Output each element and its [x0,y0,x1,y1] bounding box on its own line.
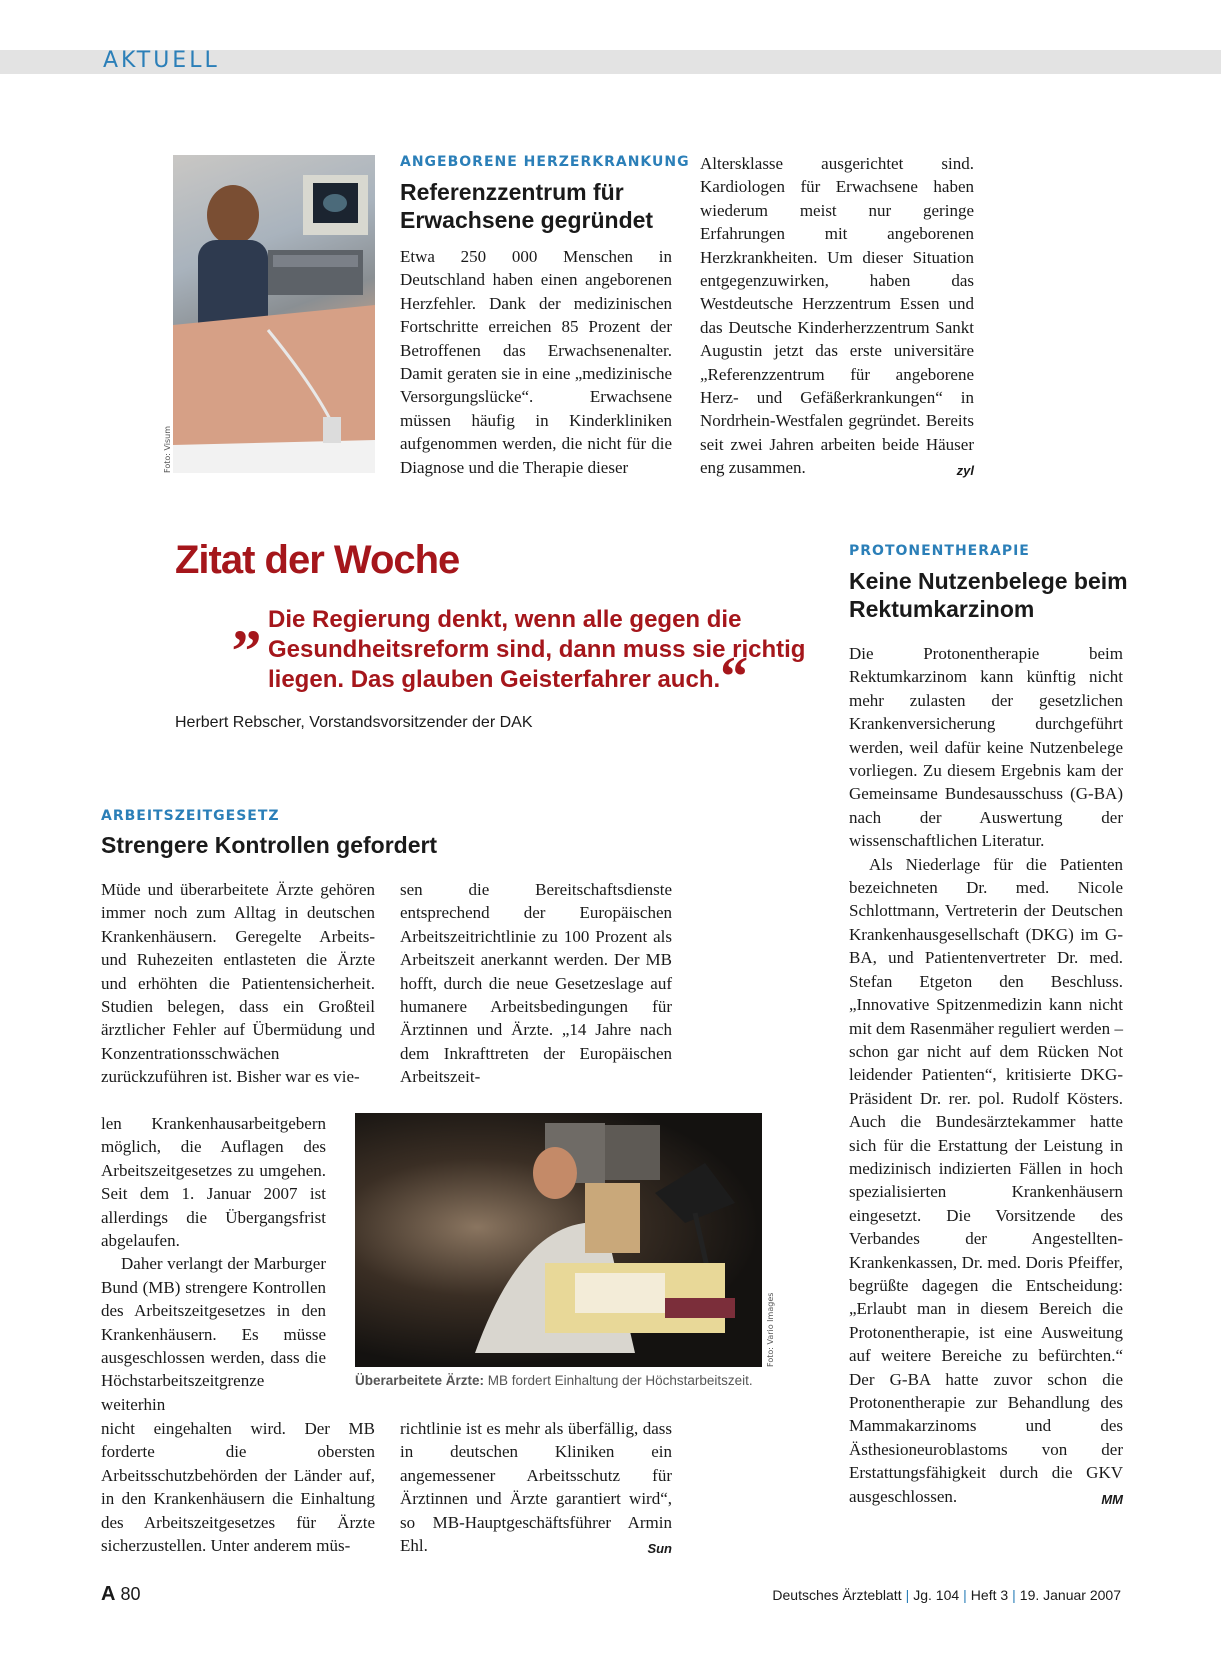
page-prefix: A [101,1583,116,1605]
article-text: Altersklasse ausgerichtet sind. Kardiologen für Erwachsene haben wiederum meist nur geringe Erfahrungen mit angeborenen Herzkrankheiten. Um dieser Situation entgegenzuwirken, haben das Westdeutsche Herzzentrum Essen und das Deutsche Kinderherzzentrum Sankt Augustin jetzt das erste universitäre „Referenzzentrum für angeborene Herz- und Gefäßerkrankungen“ in Nordrhein-Westfalen gegründet. Bereits seit zwei Jahren arbeiten beide Häuser eng zusammen. [700,154,974,478]
page-number-value: 80 [120,1584,141,1604]
journal-name: Deutsches Ärzteblatt [772,1587,902,1603]
journal-info [772,1587,1121,1603]
article-paragraph: Müde und überarbeitete Ärzte gehören immer noch zum Alltag in deutschen Krankenhäusern. Geregelte Arbeits- und Ruhezeiten entlasteten die Ärzte und erhöhten die Patientensicherheit. Studien belegen, dass ein Großteil ärztlicher Fehler auf Übermüdung und Konzentrationsschwächen zurückzuführen ist. Bisher war es vie- [101,880,375,1087]
quote-author: Herbert Rebscher, Vorstandsvorsitzender der DAK [175,714,533,731]
article-paragraph [849,853,1123,1508]
section-label: AKTUELL [103,48,220,73]
article-headline: Keine Nutzenbelege beim Rektumkarzinom [849,568,1128,622]
article-paragraph: len Krankenhausarbeitgebern möglich, die Auflagen des Arbeitszeitgesetzes zu umgehen. Seit dem 1. Januar 2007 ist allerdings die Übergangsfrist abgelaufen. [101,1114,326,1251]
article-column [101,1417,375,1557]
article-paragraph [400,1417,672,1557]
author-signature: zyl [956,463,974,479]
journal-date: 19. Januar 2007 [1019,1587,1121,1603]
author-signature: MM [1101,1491,1123,1507]
article-kicker: PROTONENTHERAPIE [849,543,1030,559]
article-column [849,642,1123,1511]
quote-open-mark: „ [232,587,262,653]
photo-credit: Foto: Vario Images [766,1292,775,1367]
article-paragraph: Die Protonentherapie beim Rektumkarzinom kann künftig nicht mehr zulasten der gesetzlichen Krankenversicherung durchgeführt werden, weil dafür keine Nutzenbelege vorliegen. Zu diesem Ergebnis kam der Gemeinsame Bundesausschuss (G-BA) nach der Auswertung der wissenschaftlichen Literatur. [849,644,1123,851]
article-column [101,878,375,1089]
article-paragraph [700,152,974,480]
article-paragraph: sen die Bereitschaftsdienste entsprechend der Europäischen Arbeitszeitrichtlinie zu 100 Prozent als Arbeitszeit anerkannt werden. Der MB hofft, durch die neue Gesetzeslage auf humanere Arbeitsbedingungen für Ärztinnen und Ärzte. „14 Jahre nach dem Inkrafttreten der Europäischen Arbeitszeit- [400,880,672,1087]
quote-body: Die Regierung denkt, wenn alle gegen die Gesundheitsreform sind, dann muss sie richtig liegen. Das glauben Geisterfahrer auch. [268,606,806,693]
article-kicker: ARBEITSZEITGESETZ [101,808,280,824]
article-kicker: ANGEBORENE HERZERKRANKUNG [400,154,690,170]
author-signature: Sun [647,1541,672,1557]
journal-volume: Jg. 104 [913,1587,960,1603]
quote-close-mark: “ [720,646,749,708]
journal-issue: Heft 3 [970,1587,1009,1603]
caption-text: MB fordert Einhaltung der Höchstarbeitszeit. [484,1373,753,1388]
article-column [400,245,672,479]
page-number [101,1583,141,1606]
photo-caption [355,1373,753,1388]
article-headline: Strengere Kontrollen gefordert [101,832,438,858]
article-text: richtlinie ist es mehr als überfällig, dass in deutschen Kliniken ein angemessener Arbeitsschutz für Ärztinnen und Ärzte garantiert wird“, so MB-Hauptgeschäftsführer Armin Ehl. [400,1419,672,1556]
article-paragraph: nicht eingehalten wird. Der MB forderte die obersten Arbeitsschutzbehörden der Länder auf, in den Krankenhäusern die Einhaltung des Arbeitszeitgesetzes für Ärzte sicherzustellen. Unter anderem müs- [101,1419,375,1556]
caption-lead: Überarbeitete Ärzte: [355,1373,485,1388]
article-paragraph: Etwa 250 000 Menschen in Deutschland haben einen angeborenen Herzfehler. Dank der medizinischen Fortschritte erreichen 85 Prozent der Betroffenen das Erwachsenenalter. Damit geraten sie in eine „medizinische Versorgungslücke“. Erwachsene müssen häufig in Kinderkliniken aufgenommen werden, die nicht für die Diagnose und die Therapie dieser [400,247,672,477]
article-photo-ultrasound [173,155,375,473]
article-paragraph: Daher verlangt der Marburger Bund (MB) strengere Kontrollen des Arbeitszeitgesetzes in den Krankenhäusern. Es müsse ausgeschlossen werden, dass die Höchstarbeitszeitgrenze weiterhin [101,1254,326,1414]
photo-credit: Foto: Visum [163,425,172,473]
separator: | [905,1587,910,1603]
quote-text [268,605,828,708]
article-column [101,1112,326,1416]
article-photo-doctor [355,1113,762,1367]
quote-section-title: Zitat der Woche [175,538,460,582]
ultrasound-scene-icon [173,155,375,473]
article-column [400,878,672,1089]
article-headline: Referenzzentrum für Erwachsene gegründet [400,179,654,233]
separator: | [1012,1587,1016,1603]
doctor-at-desk-icon [355,1113,762,1367]
article-column [400,1417,672,1560]
article-column [700,152,974,483]
separator: | [963,1587,967,1603]
article-text: Als Niederlage für die Patienten bezeichneten Dr. med. Nicole Schlottmann, Vertreterin der Deutschen Krankenhausgesellschaft (DKG) im G-BA, und Patientenvertreter Dr. med. Stefan Etgeton den Beschluss. „Innovative Spitzenmedizin kann nicht mit dem Rasenmäher reguliert werden – schon gar nicht auf dem Rücken Not leidender Patienten“, kritisierte DKG-Präsident Dr. rer. pol. Rudolf Kösters. Auch die Bundesärztekammer hatte sich für die Erstattung der Leistung in medizinisch indizierten Fällen in hoch spezialisierten Krankenhäusern eingesetzt. Die Vorsitzende des Verbandes der Angestellten-Krankenkassen, Dr. med. Doris Pfeiffer, begrüßte dagegen die Entscheidung: „Erlaubt man in diesem Bereich die Protonentherapie, ist eine Ausweitung auf weitere Bereiche zu befürchten.“ Der G-BA hatte zuvor schon die Protonentherapie zur Behandlung des Mammakarzinoms und des Ästhesioneuroblastoms von der Erstattungsfähigkeit durch die GKV ausgeschlossen. [849,854,1123,1506]
